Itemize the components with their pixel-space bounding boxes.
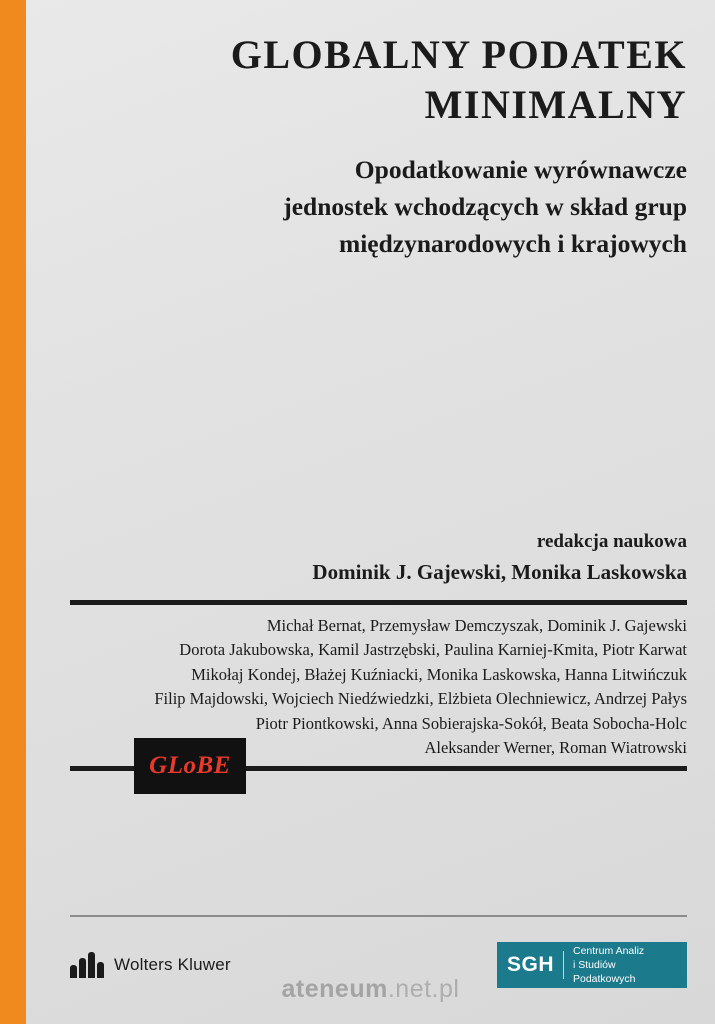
authors-line: Michał Bernat, Przemysław Demczyszak, Dominik J. Gajewski	[266, 616, 687, 635]
watermark-secondary: .net.pl	[387, 975, 460, 1003]
cover-content	[26, 0, 715, 1024]
page-title-line-1: GLOBALNY PODATEK	[230, 32, 687, 77]
authors-line: Filip Majdowski, Wojciech Niedźwiedzki, Elżbieta Olechniewicz, Andrzej Pałys	[154, 689, 687, 709]
partner-logo	[497, 942, 687, 988]
watermark-primary: ateneum	[281, 975, 388, 1003]
cover-footer	[26, 930, 715, 1024]
authors-line: Dorota Jakubowska, Kamil Jastrzębski, Paulina Karniej-Kmita, Piotr Karwat	[179, 640, 687, 660]
partner-subtitle-line-2: i Studiów Podatkowych	[572, 958, 636, 986]
wolters-kluwer-bars-icon	[70, 952, 104, 978]
publisher-logo	[70, 952, 231, 978]
divider-footer	[70, 915, 687, 917]
cover-spine-stripe	[0, 0, 26, 1024]
partner-subtitle-line-1: Centrum Analiz	[572, 944, 645, 957]
subtitle-line-2: jednostek wchodzących w skład grup	[283, 191, 687, 221]
title-block	[26, 30, 687, 263]
subtitle-line-1: Opodatkowanie wyrównawcze	[354, 155, 687, 184]
authors-line: Mikołaj Kondej, Błażej Kuźniacki, Monika Laskowska, Hanna Litwińczuk	[191, 664, 687, 684]
globe-badge	[134, 738, 246, 794]
subtitle-line-3: międzynarodowych i krajowych	[338, 228, 687, 258]
publisher-name: Wolters Kluwer	[114, 955, 231, 974]
editors-label: redakcja naukowa	[536, 531, 687, 552]
authors-line: Aleksander Werner, Roman Wiatrowski	[424, 738, 687, 758]
partner-abbr: SGH	[507, 953, 555, 976]
editors-names: Dominik J. Gajewski, Monika Laskowska	[312, 559, 687, 584]
partner-divider	[563, 951, 564, 979]
partner-subtitle	[573, 944, 677, 987]
globe-badge-label: GLoBE	[149, 752, 231, 779]
divider-top	[70, 600, 687, 605]
authors-line: Piotr Piontkowski, Anna Sobierajska-Sokół, Beata Sobocha-Holc	[255, 713, 687, 733]
editors-block	[26, 528, 687, 588]
page-title-line-2: MINIMALNY	[424, 82, 687, 127]
subtitle-block	[26, 152, 687, 263]
